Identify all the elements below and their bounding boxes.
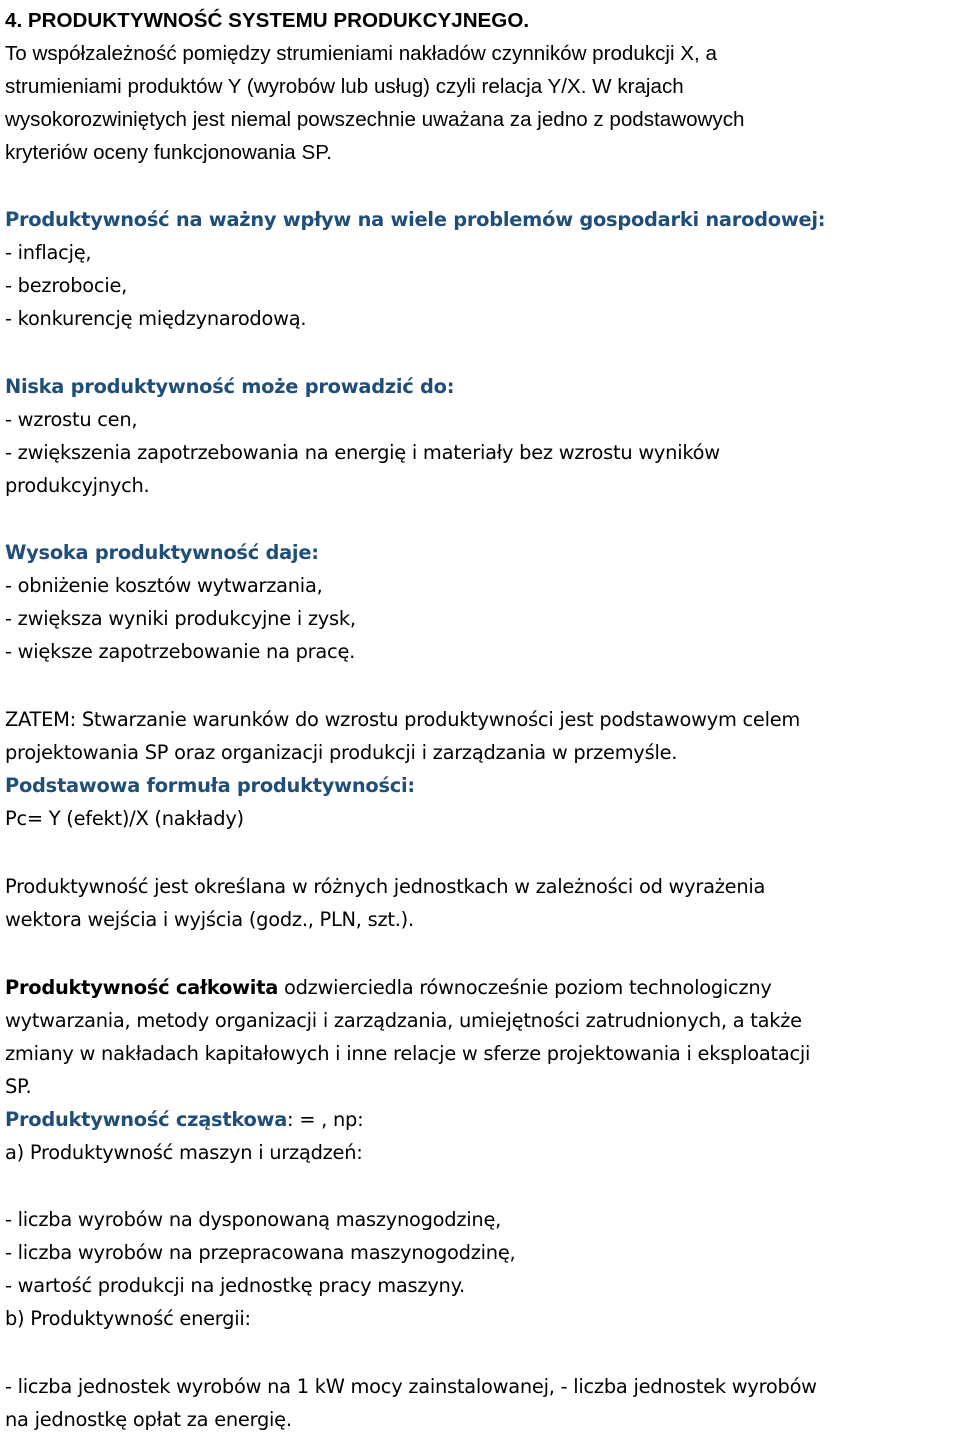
intro-line-3: wysokorozwiniętych jest niemal powszechnie uważana za jedno z podstawowych	[5, 108, 745, 131]
therefore-line-2: projektowania SP oraz organizacji produkcji i zarządzania w przemyśle.	[5, 741, 678, 764]
partial-productivity-rest: : = , np:	[287, 1108, 364, 1131]
impact-item-2: - bezrobocie,	[5, 274, 128, 297]
impact-heading: Produktywność na ważny wpływ na wiele problemów gospodarki narodowej:	[5, 208, 826, 231]
machines-item-3: - wartość produkcji na jednostkę pracy maszyny.	[5, 1274, 465, 1297]
total-productivity-rest: odzwierciedla równocześnie poziom technologiczny	[278, 976, 772, 999]
section-title: 4. PRODUKTYWNOŚĆ SYSTEMU PRODUKCYJNEGO.	[5, 9, 530, 32]
total-line-3: zmiany w nakładach kapitałowych i inne relacje w sferze projektowania i eksploatacji	[5, 1042, 811, 1065]
total-line-2: wytwarzania, metody organizacji i zarządzania, umiejętności zatrudnionych, a także	[5, 1009, 802, 1032]
high-productivity-heading: Wysoka produktywność daje:	[5, 541, 319, 564]
formula-heading: Podstawowa formuła produktywności:	[5, 774, 415, 797]
high-item-2: - zwiększa wyniki produkcyjne i zysk,	[5, 607, 356, 630]
impact-item-1: - inflację,	[5, 241, 92, 264]
high-item-1: - obniżenie kosztów wytwarzania,	[5, 574, 323, 597]
units-line-1: Produktywność jest określana w różnych jednostkach w zależności od wyrażenia	[5, 875, 766, 898]
partial-productivity-line	[5, 1103, 363, 1136]
intro-line-1: To współzależność pomiędzy strumieniami nakładów czynników produkcji X, a	[5, 42, 717, 65]
formula-text: Pc= Y (efekt)/X (nakłady)	[5, 807, 244, 830]
therefore-line-1: ZATEM: Stwarzanie warunków do wzrostu produktywności jest podstawowym celem	[5, 708, 801, 731]
machines-heading: a) Produktywność maszyn i urządzeń:	[5, 1141, 363, 1164]
total-productivity-term: Produktywność całkowita	[5, 976, 279, 999]
low-item-3: produkcyjnych.	[5, 474, 150, 497]
units-line-2: wektora wejścia i wyjścia (godz., PLN, szt.).	[5, 908, 414, 931]
partial-productivity-term: Produktywność cząstkowa	[5, 1108, 288, 1131]
intro-line-2: strumieniami produktów Y (wyrobów lub usług) czyli relacja Y/X. W krajach	[5, 75, 684, 98]
energy-line-2: na jednostkę opłat za energię.	[5, 1408, 292, 1431]
total-line-4: SP.	[5, 1075, 32, 1098]
machines-item-1: - liczba wyrobów na dysponowaną maszynogodzinę,	[5, 1208, 502, 1231]
energy-heading: b) Produktywność energii:	[5, 1307, 251, 1330]
low-item-1: - wzrostu cen,	[5, 408, 138, 431]
impact-item-3: - konkurencję międzynarodową.	[5, 307, 307, 330]
energy-line-1: - liczba jednostek wyrobów na 1 kW mocy zainstalowanej, - liczba jednostek wyrobów	[5, 1375, 817, 1398]
total-productivity-line-1	[5, 971, 772, 1004]
low-productivity-heading: Niska produktywność może prowadzić do:	[5, 375, 455, 398]
intro-line-4: kryteriów oceny funkcjonowania SP.	[5, 141, 333, 164]
machines-item-2: - liczba wyrobów na przepracowana maszynogodzinę,	[5, 1241, 516, 1264]
high-item-3: - większe zapotrzebowanie na pracę.	[5, 640, 356, 663]
low-item-2: - zwiększenia zapotrzebowania na energię i materiały bez wzrostu wyników	[5, 441, 720, 464]
